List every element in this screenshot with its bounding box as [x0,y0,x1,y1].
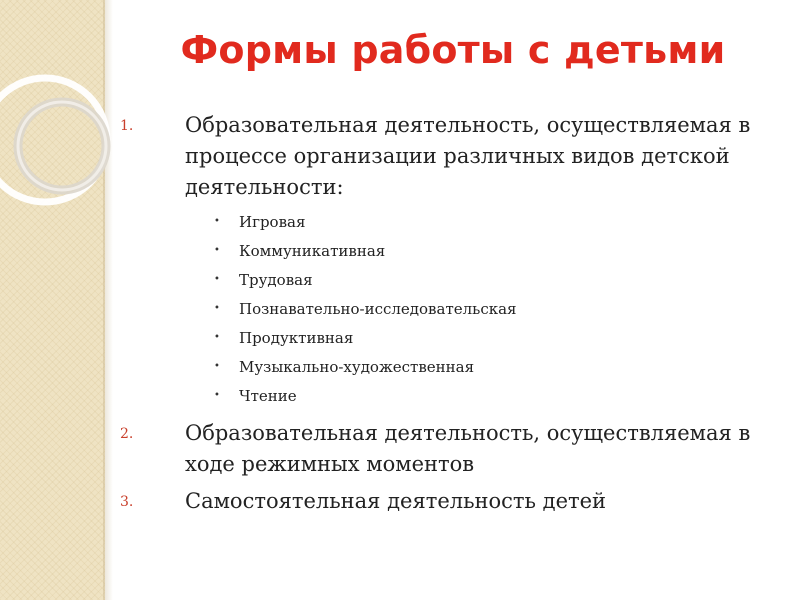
bullet-icon: • [214,245,220,256]
main-list [120,110,790,517]
list-number: 2. [120,426,134,442]
list-item [120,486,790,517]
bullet-icon: • [214,332,220,343]
sub-list-item [120,236,790,265]
sub-item-text: Познавательно-исследовательская [239,299,517,318]
bullet-icon: • [214,361,220,372]
list-item [120,110,790,203]
bullet-icon: • [214,216,220,227]
sub-list-item [120,207,790,236]
sub-item-text: Трудовая [239,270,313,289]
sub-item-text: Коммуникативная [239,241,386,260]
sub-list-item [120,265,790,294]
sub-list-item [120,323,790,352]
sub-item-text: Музыкально-художественная [239,357,475,376]
bullet-icon: • [214,274,220,285]
sub-list-item [120,352,790,381]
slide-title: Формы работы с детьми [180,28,726,72]
sub-item-text: Чтение [239,386,297,405]
list-item [120,418,790,480]
list-number: 3. [120,494,134,510]
activity-types-list [120,207,790,410]
sub-item-text: Продуктивная [239,328,354,347]
list-item-text: Образовательная деятельность, осуществляемая в ходе режимных моментов [185,421,751,476]
sub-list-item [120,294,790,323]
bullet-icon: • [214,303,220,314]
list-item-text: Образовательная деятельность, осуществляемая в процессе организации различных видов детской деятельности: [185,113,751,199]
bullet-icon: • [214,390,220,401]
sub-item-text: Игровая [239,212,306,231]
list-number: 1. [120,118,134,134]
list-item-text: Самостоятельная деятельность детей [185,489,607,513]
sub-list-item [120,381,790,410]
